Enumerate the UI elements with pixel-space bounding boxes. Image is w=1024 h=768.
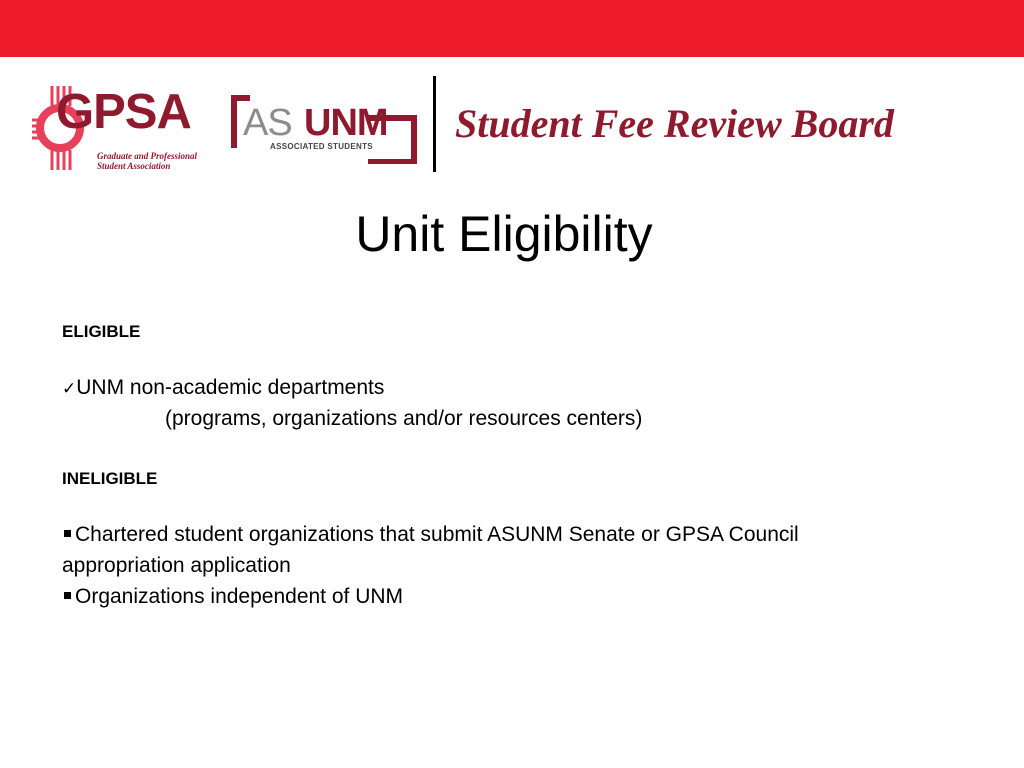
ineligible-item xyxy=(62,585,403,609)
ineligible-item xyxy=(62,523,799,547)
square-bullet-icon xyxy=(64,592,71,599)
asunm-unm-text: UNM xyxy=(304,102,388,144)
asunm-logo xyxy=(228,92,418,164)
asunm-as-text: AS xyxy=(243,102,292,144)
ineligible-item-text: Chartered student organizations that submit ASUNM Senate or GPSA Council xyxy=(75,523,799,546)
ineligible-item-text: Organizations independent of UNM xyxy=(75,585,404,608)
eligible-item xyxy=(62,376,384,400)
asunm-subtitle: ASSOCIATED STUDENTS xyxy=(270,142,373,151)
eligible-label: ELIGIBLE xyxy=(62,322,141,341)
ineligible-label: INELIGIBLE xyxy=(62,469,158,488)
gpsa-subtitle-line1: Graduate and Professional xyxy=(97,151,198,161)
gpsa-wordmark: GPSA xyxy=(56,85,191,139)
checkmark-icon: ✓ xyxy=(62,379,77,399)
eligible-item-detail: (programs, organizations and/or resources centers) xyxy=(165,407,643,430)
gpsa-logo xyxy=(30,82,220,174)
header-divider xyxy=(433,76,436,172)
eligible-item-text: UNM non-academic departments xyxy=(76,376,385,399)
ineligible-item-continuation: appropriation application xyxy=(62,554,291,577)
square-bullet-icon xyxy=(64,530,71,537)
board-title: Student Fee Review Board xyxy=(455,101,894,146)
slide-title: Unit Eligibility xyxy=(355,206,653,262)
top-color-band xyxy=(0,0,1024,57)
gpsa-subtitle xyxy=(97,151,197,171)
gpsa-subtitle-line2: Student Association xyxy=(97,161,171,171)
